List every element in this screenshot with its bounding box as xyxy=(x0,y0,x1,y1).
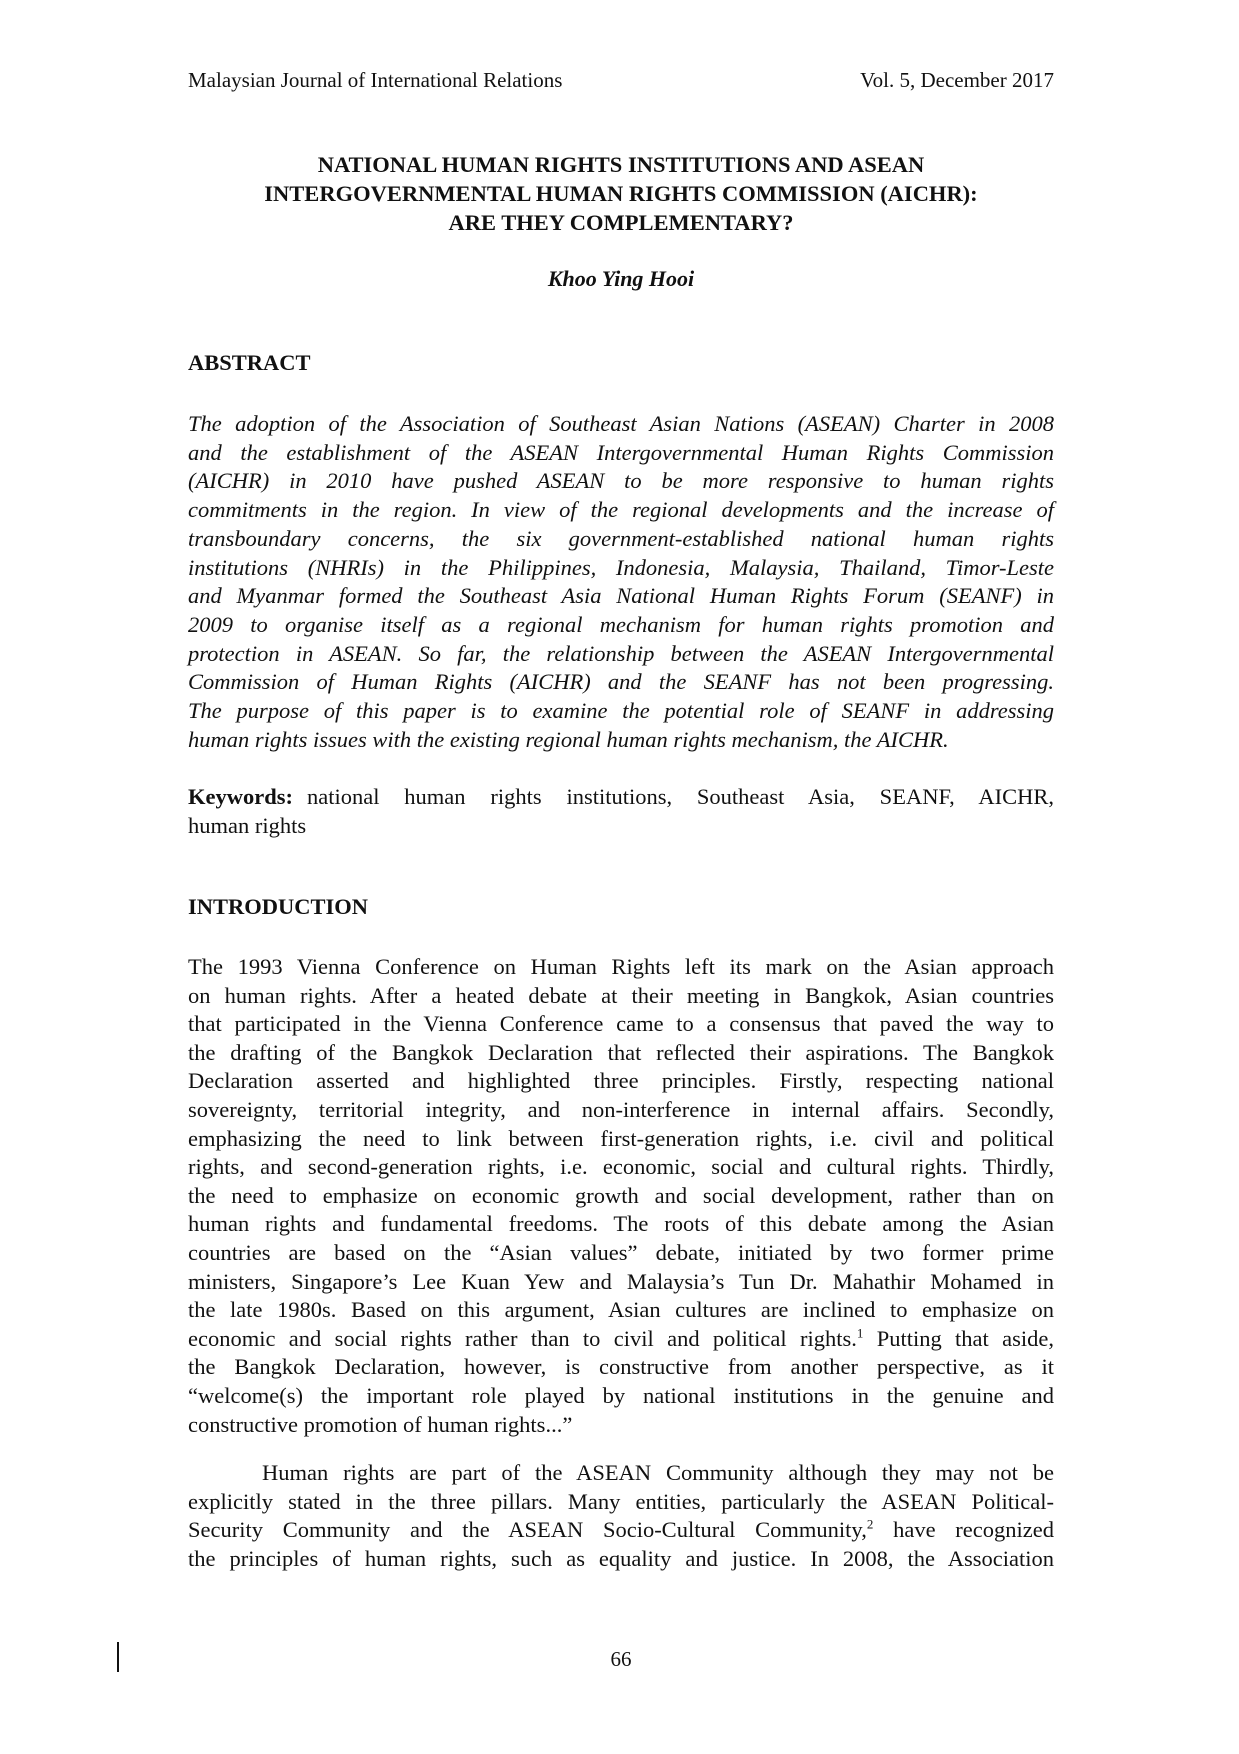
paragraph-line: The 1993 Vienna Conference on Human Rights left its mark on the Asian approach xyxy=(188,954,1054,979)
keywords-line xyxy=(188,783,1054,812)
abstract-line: commitments in the region. In view of the regional developments and the increase of xyxy=(188,497,1054,523)
paragraph-line: sovereignty, territorial integrity, and non-interference in internal affairs. Secondly, xyxy=(188,1096,1054,1122)
paragraph-line: the drafting of the Bangkok Declaration that reflected their aspirations. The Bangkok xyxy=(188,1039,1054,1065)
footnote-marker-2: 2 xyxy=(866,1516,874,1532)
author-name: Khoo Ying Hooi xyxy=(547,266,695,291)
keywords-label: Keywords: xyxy=(188,784,293,809)
abstract-line: transboundary concerns, the six government-established national human rights xyxy=(188,525,1054,551)
paragraph-line: the late 1980s. Based on this argument, Asian cultures are inclined to emphasize on xyxy=(188,1297,1054,1323)
journal-name: Malaysian Journal of International Relations xyxy=(188,68,563,92)
paragraph-line: countries are based on the “Asian values” debate, initiated by two former prime xyxy=(188,1239,1054,1265)
paragraph-line: constructive promotion of human rights...” xyxy=(188,1411,573,1437)
introduction-paragraph-2 xyxy=(188,1459,1054,1573)
abstract-line: The purpose of this paper is to examine the potential role of SEANF in addressing xyxy=(188,698,1054,724)
page-number: 66 xyxy=(610,1647,632,1671)
abstract-line: protection in ASEAN. So far, the relationship between the ASEAN Intergovernmental xyxy=(188,640,1054,666)
paragraph-line: Human rights are part of the ASEAN Community although they may not be xyxy=(262,1460,1054,1485)
paragraph-line: ministers, Singapore’s Lee Kuan Yew and Malaysia’s Tun Dr. Mahathir Mohamed in xyxy=(188,1268,1054,1294)
paragraph-line: explicitly stated in the three pillars. Many entities, particularly the ASEAN Political- xyxy=(188,1488,1054,1514)
abstract-line: and Myanmar formed the Southeast Asia National Human Rights Forum (SEANF) in xyxy=(188,583,1054,609)
abstract-line: 2009 to organise itself as a regional mechanism for human rights promotion and xyxy=(188,611,1054,637)
line-text: have recognized xyxy=(873,1517,1054,1543)
keywords-line: human rights xyxy=(188,812,307,838)
paragraph-line: Declaration asserted and highlighted three principles. Firstly, respecting national xyxy=(188,1068,1054,1094)
line-text: economic and social rights rather than to civil and political rights. xyxy=(188,1325,857,1351)
abstract-line: The adoption of the Association of Southeast Asian Nations (ASEAN) Charter in 2008 xyxy=(188,411,1054,436)
volume-info: Vol. 5, December 2017 xyxy=(860,68,1054,92)
paragraph-line: that participated in the Vienna Conference came to a consensus that paved the way to xyxy=(188,1011,1054,1037)
margin-change-bar xyxy=(117,1642,119,1672)
paper-title xyxy=(188,150,1054,237)
paragraph-line: rights, and second-generation rights, i.e. economic, social and cultural rights. Thirdly, xyxy=(188,1154,1054,1180)
abstract-line: human rights issues with the existing regional human rights mechanism, the AICHR. xyxy=(188,726,949,752)
keywords-text: national human rights institutions, Southeast Asia, SEANF, AICHR, xyxy=(307,784,1054,809)
paragraph-line: “welcome(s) the important role played by national institutions in the genuine and xyxy=(188,1382,1054,1408)
paragraph-line: on human rights. After a heated debate at their meeting in Bangkok, Asian countries xyxy=(188,982,1054,1008)
introduction-paragraph-1 xyxy=(188,953,1054,1439)
title-line: ARE THEY COMPLEMENTARY? xyxy=(448,210,794,235)
introduction-heading: INTRODUCTION xyxy=(188,894,369,919)
paragraph-line: emphasizing the need to link between first-generation rights, i.e. civil and political xyxy=(188,1125,1054,1151)
abstract-line: and the establishment of the ASEAN Intergovernmental Human Rights Commission xyxy=(188,439,1054,465)
title-line: INTERGOVERNMENTAL HUMAN RIGHTS COMMISSION (AICHR): xyxy=(264,181,978,206)
running-header xyxy=(188,68,1054,93)
abstract-heading: ABSTRACT xyxy=(188,350,311,375)
paragraph-line: the principles of human rights, such as equality and justice. In 2008, the Association xyxy=(188,1545,1054,1571)
line-text: Putting that aside, xyxy=(863,1325,1054,1351)
abstract-text xyxy=(188,410,1054,754)
paragraph-line: the need to emphasize on economic growth and social development, rather than on xyxy=(188,1182,1054,1208)
paragraph-line xyxy=(188,1325,1054,1354)
title-line: NATIONAL HUMAN RIGHTS INSTITUTIONS AND ASEAN xyxy=(317,152,925,177)
abstract-line: (AICHR) in 2010 have pushed ASEAN to be more responsive to human rights xyxy=(188,468,1054,494)
line-text: Security Community and the ASEAN Socio-Cultural Community, xyxy=(188,1517,867,1543)
abstract-line: Commission of Human Rights (AICHR) and the SEANF has not been progressing. xyxy=(188,669,1054,695)
paragraph-line: human rights and fundamental freedoms. The roots of this debate among the Asian xyxy=(188,1211,1054,1237)
paragraph-line: the Bangkok Declaration, however, is constructive from another perspective, as it xyxy=(188,1354,1054,1380)
keywords xyxy=(188,783,1054,840)
paragraph-line xyxy=(188,1516,1054,1545)
abstract-line: institutions (NHRIs) in the Philippines, Indonesia, Malaysia, Thailand, Timor-Leste xyxy=(188,554,1054,580)
footnote-marker-1: 1 xyxy=(856,1325,864,1341)
